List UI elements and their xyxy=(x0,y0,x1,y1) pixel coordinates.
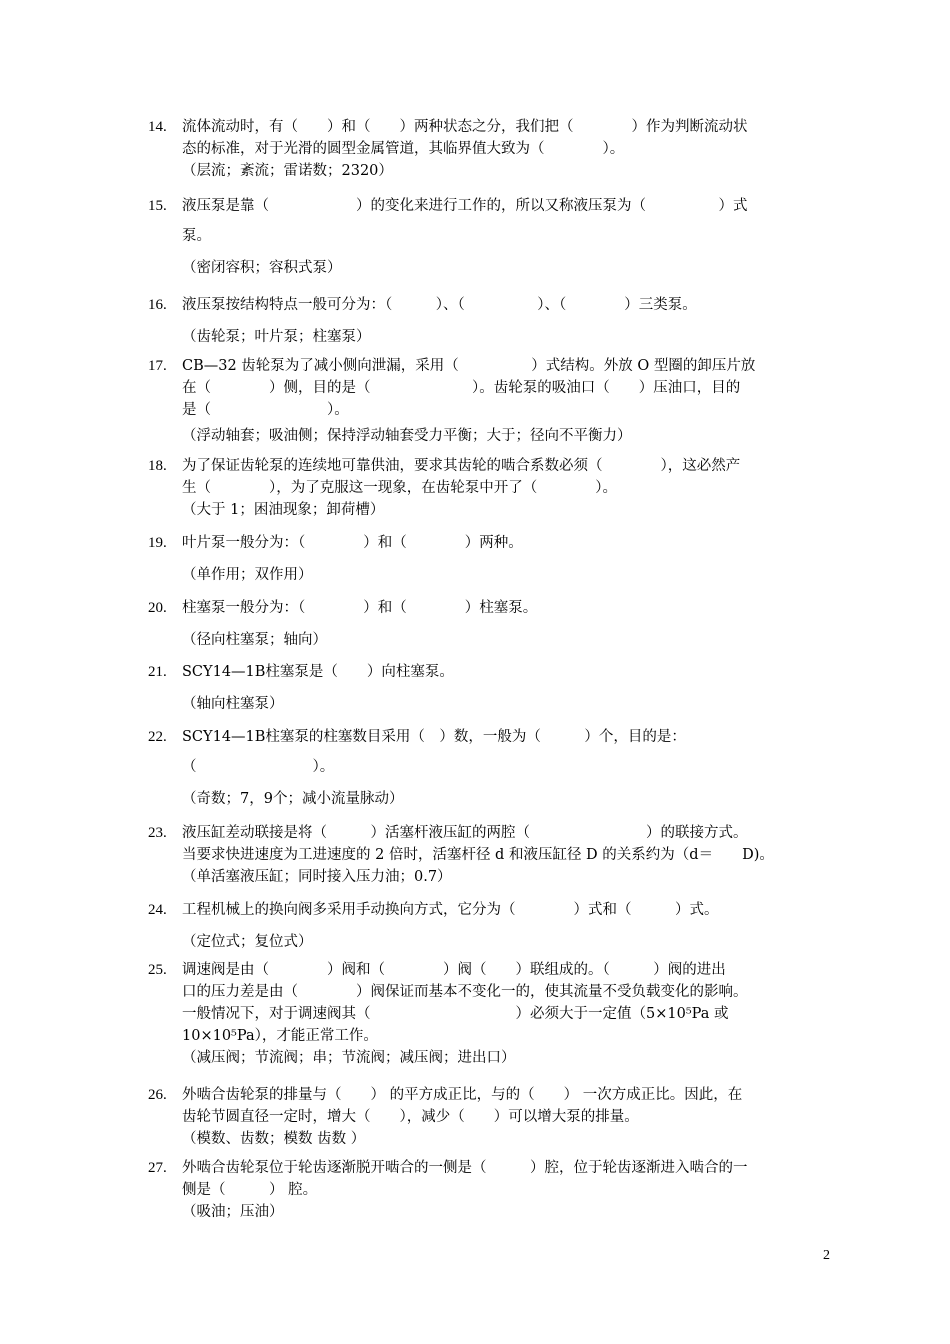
question-text-line: 生（ ），为了克服这一现象，在齿轮泵中开了（ ）。 xyxy=(182,480,617,496)
question-16 xyxy=(148,294,848,348)
question-text-line: 10×10⁵Pa），才能正常工作。 xyxy=(182,1028,378,1044)
question-text-line: 是（ ）。 xyxy=(182,402,349,418)
question-number: 15. xyxy=(148,198,167,214)
question-text-line: 口的压力差是由（ ）阀保证而基本不变化一的，使其流量不受负载变化的影响。 xyxy=(182,984,748,1000)
question-number: 17. xyxy=(148,358,167,374)
question-text-line: （ ）。 xyxy=(182,759,335,775)
question-text-line: 流体流动时，有（ ）和（ ）两种状态之分，我们把（ ）作为判断流动状 xyxy=(182,119,748,135)
question-25 xyxy=(148,959,848,1069)
question-number: 20. xyxy=(148,600,167,616)
answer-text: （单作用；双作用） xyxy=(182,567,313,583)
question-text-line: 液压泵是靠（ ）的变化来进行工作的，所以又称液压泵为（ ）式 xyxy=(182,198,748,214)
answer-text: （浮动轴套；吸油侧；保持浮动轴套受力平衡；大于；径向不平衡力） xyxy=(182,428,632,444)
question-17 xyxy=(148,355,848,447)
answer-text: （奇数；7，9个；减小流量脉动） xyxy=(182,791,404,807)
answer-text: （模数、齿数；模数 齿数 ） xyxy=(182,1131,366,1147)
question-text-line: 一般情况下，对于调速阀其（ ）必须大于一定值（5×10⁵Pa 或 xyxy=(182,1006,729,1022)
question-text-line: 齿轮节圆直径一定时，增大（ ），减少（ ）可以增大泵的排量。 xyxy=(182,1109,639,1125)
question-number: 18. xyxy=(148,458,167,474)
question-text-line: 调速阀是由（ ）阀和（ ）阀（ ）联组成的。（ ）阀的进出 xyxy=(182,962,726,978)
question-27 xyxy=(148,1157,848,1223)
question-number: 23. xyxy=(148,825,167,841)
answer-text: （单活塞液压缸；同时接入压力油；0.7） xyxy=(182,869,452,885)
question-26 xyxy=(148,1084,848,1150)
answer-text: （大于 1；困油现象；卸荷槽） xyxy=(182,502,385,518)
answer-text: （层流；紊流；雷诺数；2320） xyxy=(182,163,393,179)
answer-text: （齿轮泵；叶片泵；柱塞泵） xyxy=(182,329,371,345)
question-14 xyxy=(148,116,848,182)
answer-text: （轴向柱塞泵） xyxy=(182,696,284,712)
question-text-line: 侧是（ ） 腔。 xyxy=(182,1182,318,1198)
question-text-line: 在（ ）侧，目的是（ ）。齿轮泵的吸油口（ ）压油口，目的 xyxy=(182,380,741,396)
question-19 xyxy=(148,532,848,586)
question-text-line: CB—32 齿轮泵为了减小侧向泄漏，采用（ ）式结构。外放 O 型圈的卸压片放 xyxy=(182,358,756,374)
question-text-line: 当要求快进速度为工进速度的 2 倍时，活塞杆径 d 和液压缸径 D 的关系约为（d＝ D)。 xyxy=(182,847,774,863)
question-text-line: 泵。 xyxy=(182,228,211,244)
answer-text: （减压阀；节流阀；串；节流阀；减压阀；进出口） xyxy=(182,1050,516,1066)
answer-text: （定位式；复位式） xyxy=(182,934,313,950)
question-text-line: 液压缸差动联接是将（ ）活塞杆液压缸的两腔（ ）的联接方式。 xyxy=(182,825,748,841)
question-21 xyxy=(148,661,848,715)
question-number: 26. xyxy=(148,1087,167,1103)
question-number: 19. xyxy=(148,535,167,551)
question-23 xyxy=(148,822,848,888)
question-number: 22. xyxy=(148,729,167,745)
question-text-line: 外啮合齿轮泵的排量与（ ） 的平方成正比，与的（ ） 一次方成正比。因此，在 xyxy=(182,1087,743,1103)
question-number: 14. xyxy=(148,119,167,135)
question-text-line: 液压泵按结构特点一般可分为：（ ）、（ ）、（ ）三类泵。 xyxy=(182,297,697,313)
question-15 xyxy=(148,195,848,279)
answer-text: （密闭容积；容积式泵） xyxy=(182,260,342,276)
page-number: 2 xyxy=(823,1248,830,1263)
question-number: 21. xyxy=(148,664,167,680)
question-number: 27. xyxy=(148,1160,167,1176)
question-text-line: 柱塞泵一般分为：（ ）和（ ）柱塞泵。 xyxy=(182,600,538,616)
question-18 xyxy=(148,455,848,521)
question-22 xyxy=(148,726,848,810)
question-text-line: 为了保证齿轮泵的连续地可靠供油，要求其齿轮的啮合系数必须（ ），这必然产 xyxy=(182,458,741,474)
question-text-line: 态的标准，对于光滑的圆型金属管道，其临界值大致为（ ）。 xyxy=(182,141,625,157)
question-number: 16. xyxy=(148,297,167,313)
question-20 xyxy=(148,597,848,651)
question-text-line: 外啮合齿轮泵位于轮齿逐渐脱开啮合的一侧是（ ）腔，位于轮齿逐渐进入啮合的一 xyxy=(182,1160,748,1176)
question-text-line: SCY14—1B柱塞泵是（ ）向柱塞泵。 xyxy=(182,664,454,680)
answer-text: （径向柱塞泵；轴向） xyxy=(182,632,327,648)
question-text-line: 叶片泵一般分为：（ ）和（ ）两种。 xyxy=(182,535,523,551)
question-text-line: 工程机械上的换向阀多采用手动换向方式，它分为（ ）式和（ ）式。 xyxy=(182,902,719,918)
answer-text: （吸油；压油） xyxy=(182,1204,284,1220)
question-24 xyxy=(148,899,848,953)
question-text-line: SCY14—1B柱塞泵的柱塞数目采用（ ）数，一般为（ ）个，目的是： xyxy=(182,729,686,745)
question-number: 24. xyxy=(148,902,167,918)
question-number: 25. xyxy=(148,962,167,978)
